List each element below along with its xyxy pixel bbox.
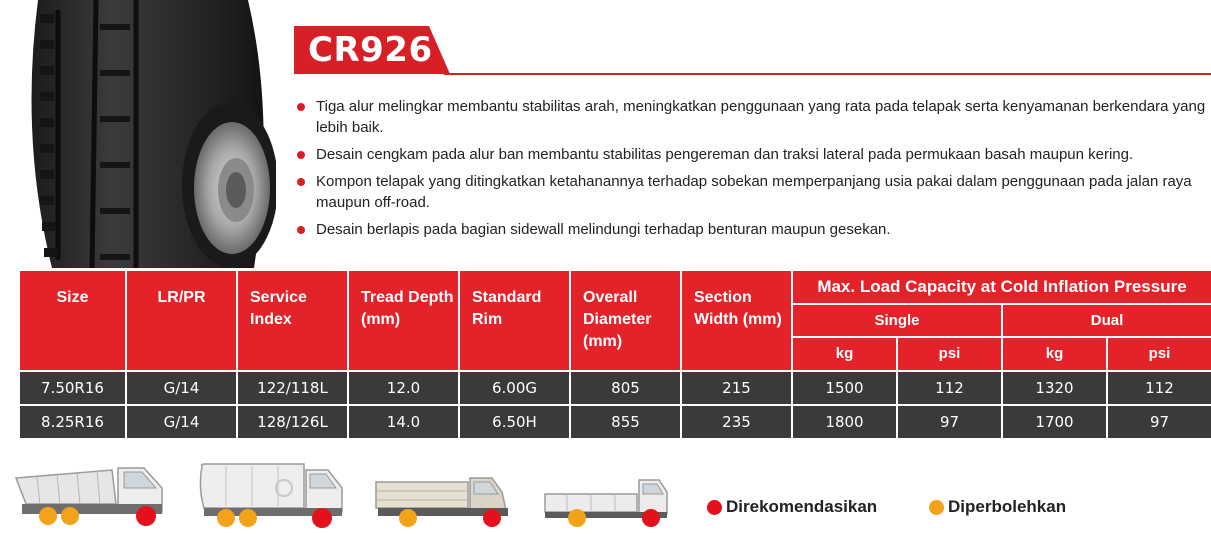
cell-size: 8.25R16	[19, 405, 126, 439]
header-lrpr: LR/PR	[126, 270, 237, 371]
cell-service-index: 128/126L	[237, 405, 348, 439]
bullet-icon	[297, 103, 305, 111]
bullet-icon	[297, 226, 305, 234]
product-title: CR926	[308, 30, 433, 70]
header-section-width: Section Width (mm)	[681, 270, 792, 371]
cell-single-psi: 97	[897, 405, 1002, 439]
table-row	[19, 405, 1211, 439]
legend-recommended	[707, 497, 877, 517]
feature-item	[296, 96, 1211, 138]
feature-text: Tiga alur melingkar membantu stabilitas arah, meningkatkan penggunaan yang rata pada telapak serta kenyamanan berkendara yang lebih baik.	[316, 98, 1206, 136]
feature-item	[296, 171, 1211, 213]
table-row	[19, 371, 1211, 405]
product-header	[294, 26, 1211, 76]
tire-image	[18, 0, 276, 268]
cell-single-kg: 1800	[792, 405, 897, 439]
cargo-truck-icon	[374, 472, 516, 530]
cell-tread-depth: 14.0	[348, 405, 459, 439]
header-dual-kg: kg	[1002, 337, 1107, 371]
cell-lrpr: G/14	[126, 405, 237, 439]
feature-list	[296, 96, 1211, 246]
cell-single-kg: 1500	[792, 371, 897, 405]
header-overall-diameter: Overall Diameter (mm)	[570, 270, 681, 371]
legend-allowed-label: Diperbolehkan	[948, 497, 1067, 516]
cell-overall-diameter: 805	[570, 371, 681, 405]
cell-section-width: 215	[681, 371, 792, 405]
feature-text: Desain berlapis pada bagian sidewall melindungi terhadap benturan maupun gesekan.	[316, 221, 891, 238]
cell-dual-kg: 1700	[1002, 405, 1107, 439]
header-single-kg: kg	[792, 337, 897, 371]
header-dual-psi: psi	[1107, 337, 1211, 371]
legend-allowed	[929, 497, 1066, 517]
header-tread-depth: Tread Depth (mm)	[348, 270, 459, 371]
bullet-icon	[297, 151, 305, 159]
cell-dual-psi: 97	[1107, 405, 1211, 439]
flatbed-truck-icon	[541, 476, 671, 530]
header-size: Size	[19, 270, 126, 371]
cell-dual-kg: 1320	[1002, 371, 1107, 405]
red-dot-icon	[707, 500, 722, 515]
feature-item	[296, 144, 1211, 165]
cell-size: 7.50R16	[19, 371, 126, 405]
feature-text: Kompon telapak yang ditingkatkan ketahanannya terhadap sobekan memperpanjang usia pakai dalam penggunaan pada jalan raya maupun off-road.	[316, 173, 1192, 211]
orange-dot-icon	[929, 500, 944, 515]
header-single-psi: psi	[897, 337, 1002, 371]
garbage-truck-icon	[196, 458, 346, 530]
bullet-icon	[297, 178, 305, 186]
header-max-load: Max. Load Capacity at Cold Inflation Pressure	[792, 270, 1211, 304]
cell-section-width: 235	[681, 405, 792, 439]
feature-item	[296, 219, 1211, 240]
spec-table	[18, 269, 1211, 440]
title-underline	[444, 73, 1211, 75]
header-single: Single	[792, 304, 1002, 337]
dump-truck-icon	[12, 458, 167, 530]
cell-dual-psi: 112	[1107, 371, 1211, 405]
cell-standard-rim: 6.50H	[459, 405, 570, 439]
cell-standard-rim: 6.00G	[459, 371, 570, 405]
cell-service-index: 122/118L	[237, 371, 348, 405]
legend-recommended-label: Direkomendasikan	[726, 497, 878, 516]
cell-lrpr: G/14	[126, 371, 237, 405]
cell-single-psi: 112	[897, 371, 1002, 405]
cell-tread-depth: 12.0	[348, 371, 459, 405]
cell-overall-diameter: 855	[570, 405, 681, 439]
header-dual: Dual	[1002, 304, 1211, 337]
header-service-index: Service Index	[237, 270, 348, 371]
feature-text: Desain cengkam pada alur ban membantu stabilitas pengereman dan traksi lateral pada permukaan basah maupun kering.	[316, 146, 1134, 163]
header-standard-rim: Standard Rim	[459, 270, 570, 371]
